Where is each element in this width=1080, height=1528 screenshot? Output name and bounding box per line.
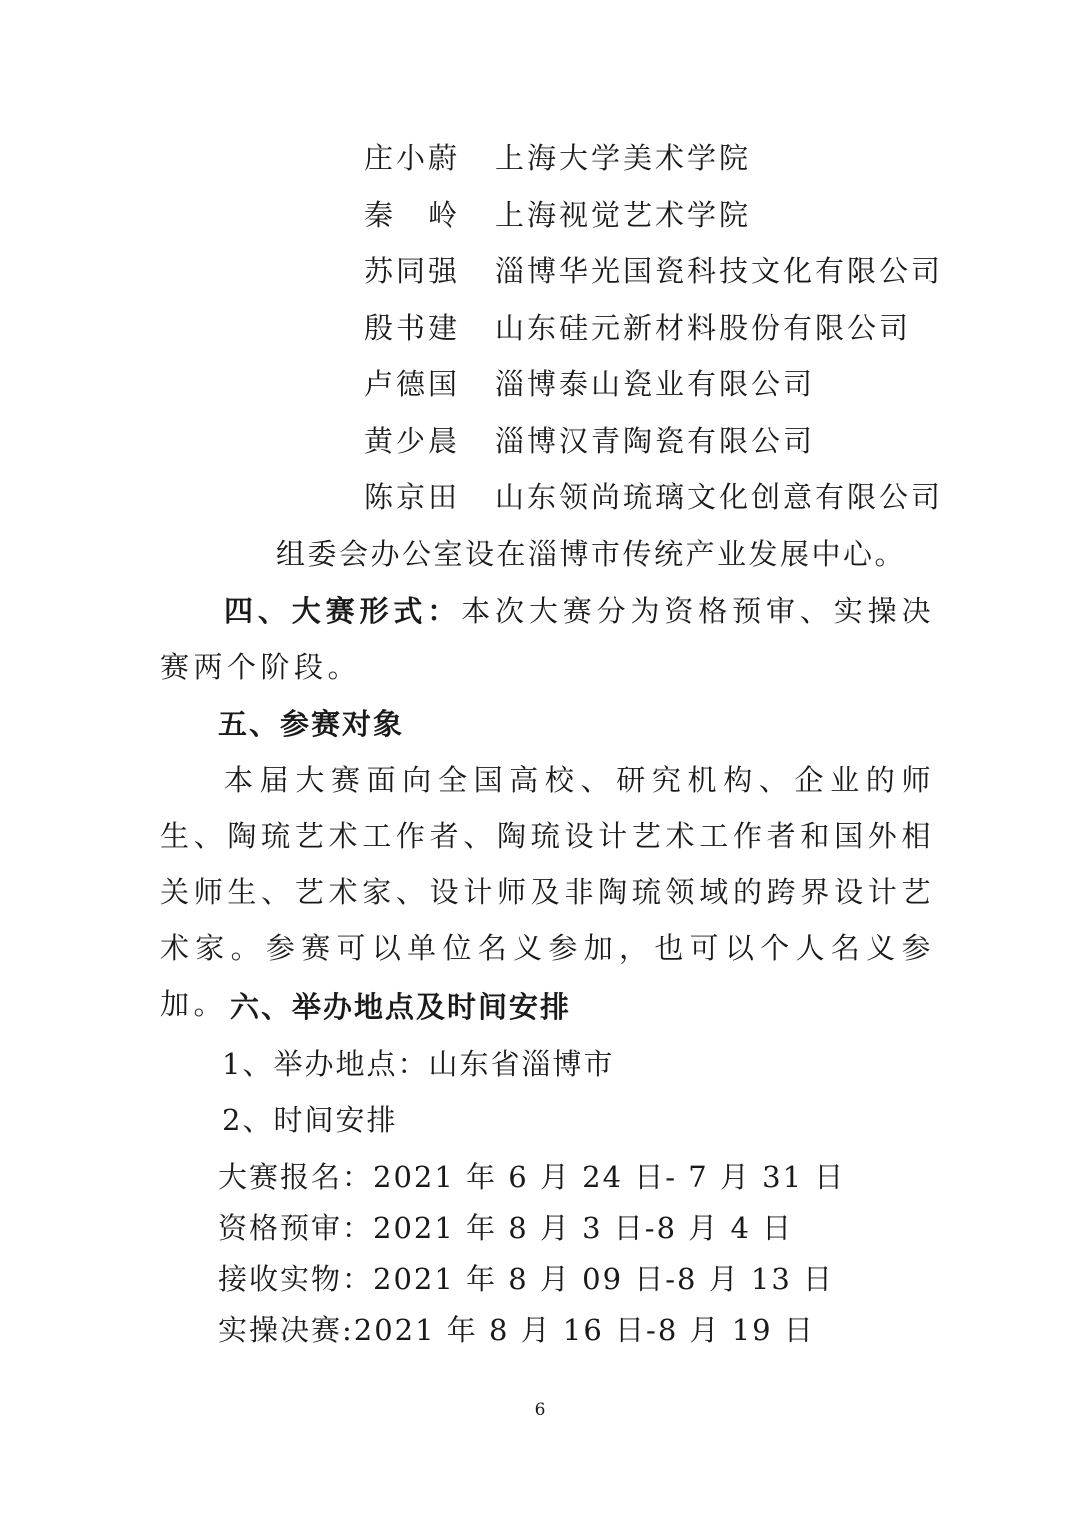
member-org: 山东硅元新材料股份有限公司 — [495, 311, 912, 345]
member-name: 卢德国 — [364, 367, 461, 401]
member-org: 山东领尚琉璃文化创意有限公司 — [495, 480, 944, 514]
member-name: 殷书建 — [364, 311, 461, 345]
member-name: 陈京田 — [364, 480, 461, 514]
office-note: 组委会办公室设在淄博市传统产业发展中心。 — [276, 537, 907, 571]
member-org: 上海视觉艺术学院 — [495, 198, 752, 232]
schedule-item: 资格预审：2021 年 8 月 3 日-8 月 4 日 — [218, 1211, 794, 1245]
member-org: 淄博汉青陶瓷有限公司 — [495, 424, 816, 458]
member-org: 淄博泰山瓷业有限公司 — [495, 367, 816, 401]
member-org: 上海大学美术学院 — [495, 141, 752, 175]
member-name: 庄小蔚 — [364, 141, 461, 175]
schedule-item: 大赛报名：2021 年 6 月 24 日- 7 月 31 日 — [218, 1160, 846, 1194]
section-6-heading: 六、举办地点及时间安排 — [230, 990, 572, 1024]
schedule-item: 接收实物：2021 年 8 月 09 日-8 月 13 日 — [218, 1262, 835, 1296]
section-4-paragraph — [160, 583, 935, 695]
member-name: 苏同强 — [364, 254, 461, 288]
section-4-heading: 四、大赛形式： — [224, 594, 462, 628]
section-5-text: 本届大赛面向全国高校、研究机构、企业的师生、陶琉艺术工作者、陶琉设计艺术工作者和国外相关师生、艺术家、设计师及非陶琉领域的跨界设计艺术家。参赛可以单位名义参加，也可以个人名义参加。 — [160, 763, 935, 1021]
schedule-item: 实操决赛:2021 年 8 月 16 日-8 月 19 日 — [218, 1313, 815, 1347]
event-location: 1、举办地点：山东省淄博市 — [222, 1047, 615, 1081]
section-5-heading: 五、参赛对象 — [218, 707, 405, 741]
member-name: 秦 岭 — [364, 198, 461, 232]
member-org: 淄博华光国瓷科技文化有限公司 — [495, 254, 944, 288]
page-number: 6 — [534, 1400, 546, 1420]
section-4-text: 本次大赛分为资格预审、实操决赛两个阶段。 — [160, 594, 935, 684]
schedule-title: 2、时间安排 — [222, 1103, 398, 1137]
member-name: 黄少晨 — [364, 424, 461, 458]
